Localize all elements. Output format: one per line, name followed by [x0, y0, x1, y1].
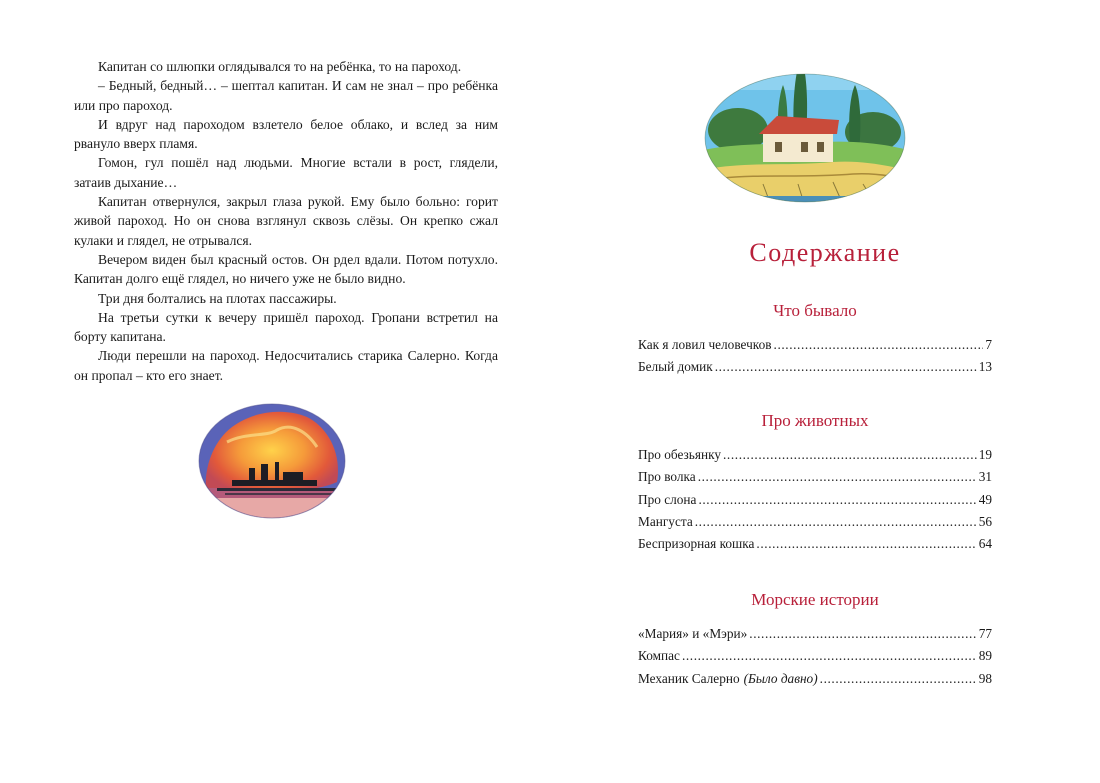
toc-entry-page: 77	[978, 626, 992, 641]
toc-entry-title: Белый домик	[638, 359, 713, 375]
toc-entry[interactable]	[638, 514, 992, 536]
toc-entry[interactable]	[638, 337, 992, 359]
story-paragraph: – Бедный, бедный… – шептал капитан. И сам не знал – про ребёнка или про пароход.	[74, 78, 498, 113]
toc-entry-title: Про слона	[638, 491, 697, 507]
toc-section-heading: Про животных	[761, 411, 869, 430]
toc-entry-page: 7	[985, 337, 992, 352]
toc-entry-page: 13	[978, 359, 992, 375]
toc-entry[interactable]	[638, 626, 992, 648]
toc-entry[interactable]	[638, 648, 992, 670]
toc-entry-note: (Было давно)	[743, 670, 818, 686]
toc-entry-title: Про волка	[638, 469, 696, 485]
dot-leader	[715, 359, 977, 375]
toc-entry-page: 49	[978, 491, 992, 507]
toc-entry-title: Мангуста	[638, 513, 693, 529]
dot-leader	[698, 492, 976, 508]
toc-entry-page: 56	[978, 513, 992, 529]
toc-entry-title: Компас	[638, 648, 680, 664]
toc-entry[interactable]	[638, 447, 992, 469]
burning-ship-illustration	[197, 402, 347, 520]
toc-entry-title: Механик Салерно	[638, 670, 740, 686]
toc-entry-title: «Мария» и «Мэри»	[638, 626, 748, 641]
toc-entry[interactable]	[638, 536, 992, 558]
toc-title: Содержание	[749, 238, 901, 267]
toc-section-heading: Что бывало	[773, 301, 857, 320]
toc-entry[interactable]	[638, 671, 992, 693]
dot-leader	[749, 626, 976, 642]
right-page	[550, 0, 1100, 783]
toc-section	[638, 411, 992, 558]
story-text	[74, 57, 498, 385]
toc-entry-title: Про обезьянку	[638, 447, 721, 462]
story-paragraph: На третьи сутки к вечеру пришёл пароход. Гропани встретил на борту капитана.	[74, 309, 498, 345]
dot-leader	[695, 514, 977, 530]
toc-section	[638, 590, 992, 693]
toc-entry-page: 64	[978, 536, 992, 552]
dot-leader	[756, 536, 976, 552]
dot-leader	[682, 648, 977, 664]
dot-leader	[774, 337, 984, 353]
story-paragraph: Вечером виден был красный остов. Он рдел вдали. Потом потухло. Капитан долго ещё глядел, но ничего уже не было видно.	[74, 251, 498, 287]
dot-leader	[820, 671, 977, 687]
toc-entry-page: 31	[978, 469, 992, 485]
toc-entry-title: Беспризорная кошка	[638, 536, 755, 552]
toc-entry-page: 89	[978, 648, 992, 664]
house-landscape-illustration	[703, 50, 908, 210]
dot-leader	[698, 469, 977, 485]
story-paragraph: Капитан со шлюпки оглядывался то на ребёнка, то на пароход.	[98, 59, 462, 74]
dot-leader	[723, 447, 977, 463]
story-paragraph: Капитан отвернулся, закрыл глаза рукой. Ему было больно: горит живой пароход. Но он снова взглянул сквозь слёзы. Он крепко сжал кулаки и глядел, не отрывался.	[74, 194, 498, 248]
toc-entry-page: 19	[978, 447, 992, 462]
story-paragraph: Три дня болтались на плотах пассажиры.	[98, 290, 337, 306]
story-paragraph: И вдруг над пароходом взлетело белое облако, и вслед за ним рвануло вверх пламя.	[74, 116, 498, 152]
story-paragraph: Люди перешли на пароход. Недосчитались старика Салерно. Когда он пропал – кто его знает.	[74, 348, 498, 383]
toc-section	[638, 301, 992, 382]
toc-entry[interactable]	[638, 492, 992, 514]
story-paragraph: Гомон, гул пошёл над людьми. Многие встали в рост, глядели, затаив дыхание…	[74, 155, 498, 190]
toc-entry[interactable]	[638, 469, 992, 491]
toc-entry-title: Как я ловил человечков	[638, 337, 772, 352]
toc-entry-page: 98	[978, 670, 992, 686]
toc-section-heading: Морские истории	[751, 590, 879, 609]
toc-entry[interactable]	[638, 359, 992, 381]
